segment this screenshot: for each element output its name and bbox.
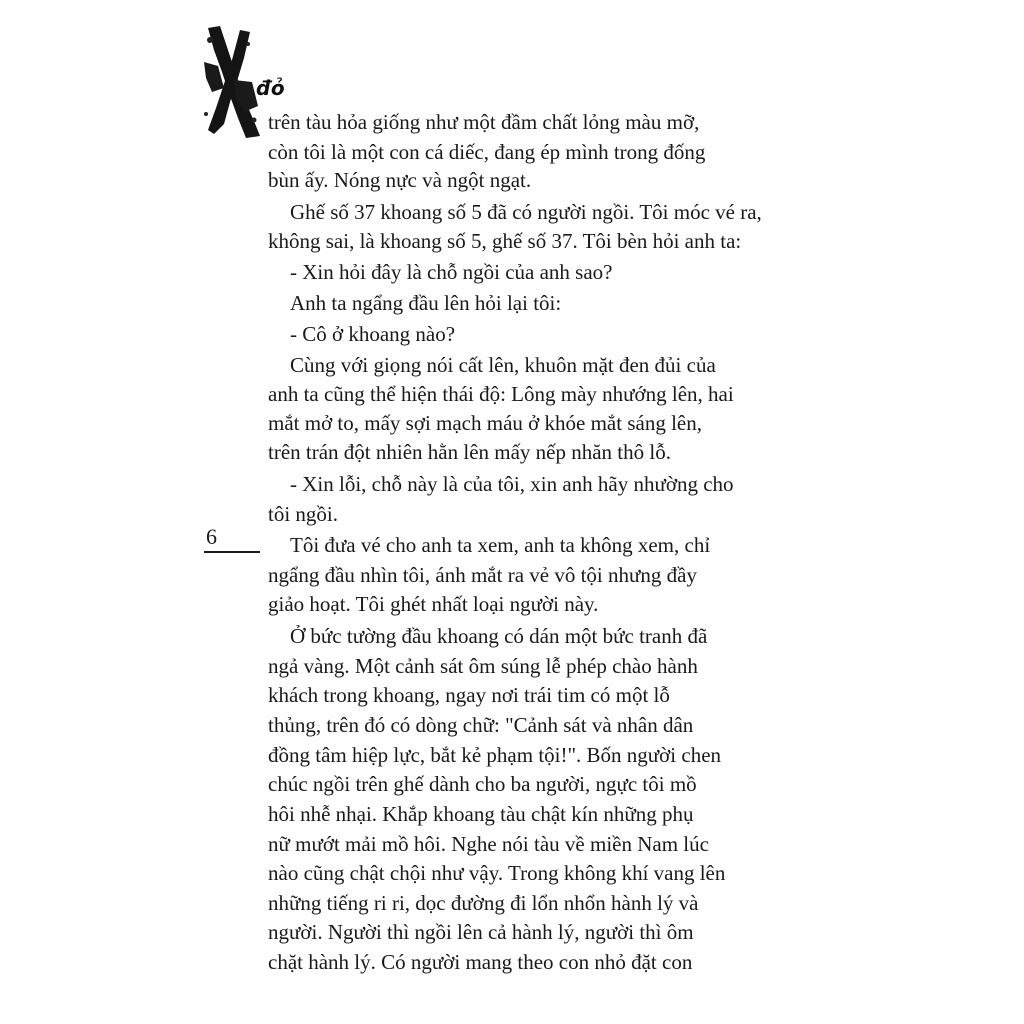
text-line: nữ mướt mải mồ hôi. Nghe nói tàu về miền Nam lúc — [268, 832, 709, 856]
text-line: ngẩng đầu nhìn tôi, ánh mắt ra vẻ vô tội nhưng đầy — [268, 563, 697, 587]
text-line: anh ta cũng thể hiện thái độ: Lông mày nhướng lên, hai — [268, 382, 734, 406]
text-line: giảo hoạt. Tôi ghét nhất loại người này. — [268, 592, 599, 616]
paragraph-start-line: Ở bức tường đầu khoang có dán một bức tranh đã — [290, 624, 708, 648]
text-line: chặt hành lý. Có người mang theo con nhỏ đặt con — [268, 950, 693, 974]
text-line: trên tàu hỏa giống như một đầm chất lỏng màu mỡ, — [268, 110, 700, 134]
text-line: còn tôi là một con cá diếc, đang ép mình trong đống — [268, 140, 706, 164]
paragraph-start-line: Tôi đưa vé cho anh ta xem, anh ta không xem, chỉ — [290, 533, 711, 557]
dialogue-line: - Xin lỗi, chỗ này là của tôi, xin anh hãy nhường cho — [290, 472, 734, 496]
text-line: không sai, là khoang số 5, ghế số 37. Tôi bèn hỏi anh ta: — [268, 229, 742, 253]
text-line: hôi nhễ nhại. Khắp khoang tàu chật kín những phụ — [268, 802, 694, 826]
text-line: chúc ngồi trên ghế dành cho ba người, ngực tôi mồ — [268, 772, 697, 796]
text-line: trên trán đột nhiên hằn lên mấy nếp nhăn thô lỗ. — [268, 440, 671, 464]
dialogue-line: - Xin hỏi đây là chỗ ngồi của anh sao? — [290, 260, 613, 284]
dialogue-line: - Cô ở khoang nào? — [290, 322, 456, 346]
text-line: nào cũng chật chội như vậy. Trong không khí vang lên — [268, 861, 726, 885]
text-line: tôi ngồi. — [268, 502, 339, 526]
page-number: 6 — [206, 524, 217, 549]
text-line: đồng tâm hiệp lực, bắt kẻ phạm tội!". Bốn người chen — [268, 743, 722, 767]
text-line: bùn ấy. Nóng nực và ngột ngạt. — [268, 168, 532, 192]
page-number-rule — [204, 551, 260, 553]
text-line: thủng, trên đó có dòng chữ: "Cảnh sát và nhân dân — [268, 713, 694, 737]
text-line: những tiếng ri ri, dọc đường đi lổn nhổn hành lý và — [268, 891, 699, 915]
text-line: mắt mở to, mấy sợi mạch máu ở khóe mắt sáng lên, — [268, 411, 702, 435]
text-line: khách trong khoang, ngay nơi trái tim có một lỗ — [268, 683, 670, 707]
paragraph-start-line: Anh ta ngẩng đầu lên hỏi lại tôi: — [290, 291, 562, 315]
text-line: ngả vàng. Một cảnh sát ôm súng lễ phép chào hành — [268, 654, 698, 678]
title-logo-word: đỏ — [256, 76, 286, 100]
paragraph-start-line: Cùng với giọng nói cất lên, khuôn mặt đen đủi của — [290, 353, 716, 377]
paragraph-start-line: Ghế số 37 khoang số 5 đã có người ngồi. Tôi móc vé ra, — [290, 200, 762, 224]
text-line: người. Người thì ngồi lên cả hành lý, người thì ôm — [268, 920, 694, 944]
